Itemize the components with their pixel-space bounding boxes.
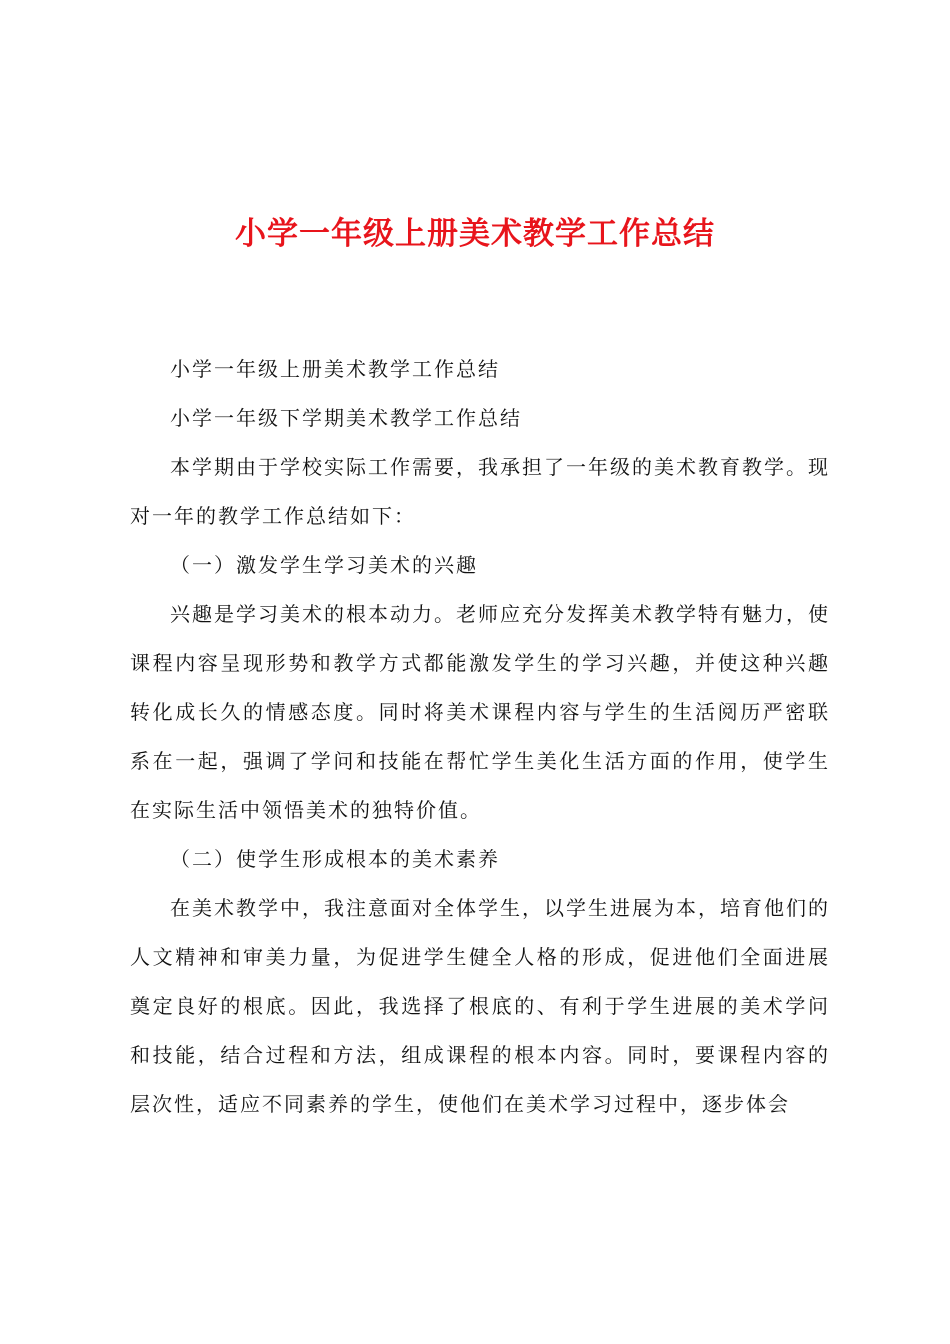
section-heading-2: （二）使学生形成根本的美术素养 [170,847,500,871]
paragraph-section-1: 兴趣是学习美术的根本动力。老师应充分发挥美术教学特有魅力，使课程内容呈现形势和教学方式都能激发学生的学习兴趣，并使这种兴趣转化成长久的情感态度。同时将美术课程内容与学生的生活阅历严密联系在一起，强调了学问和技能在帮忙学生美化生活方面的作用，使学生在实际生活中领悟美术的独特价值。 [130,602,830,822]
document-title: 小学一年级上册美术教学工作总结 [235,216,715,252]
document-body [130,345,830,1129]
paragraph-subtitle-1: 小学一年级上册美术教学工作总结 [170,357,500,381]
paragraph-section-2: 在美术教学中，我注意面对全体学生，以学生进展为本，培育他们的人文精神和审美力量，为促进学生健全人格的形成，促进他们全面进展奠定良好的根底。因此，我选择了根底的、有利于学生进展的美术学问和技能，结合过程和方法，组成课程的根本内容。同时，要课程内容的层次性，适应不同素养的学生，使他们在美术学习过程中，逐步体会 [130,896,830,1116]
section-heading-1: （一）激发学生学习美术的兴趣 [170,553,478,577]
paragraph-intro: 本学期由于学校实际工作需要，我承担了一年级的美术教育教学。现对一年的教学工作总结如下： [130,455,830,528]
paragraph-subtitle-2: 小学一年级下学期美术教学工作总结 [170,406,522,430]
